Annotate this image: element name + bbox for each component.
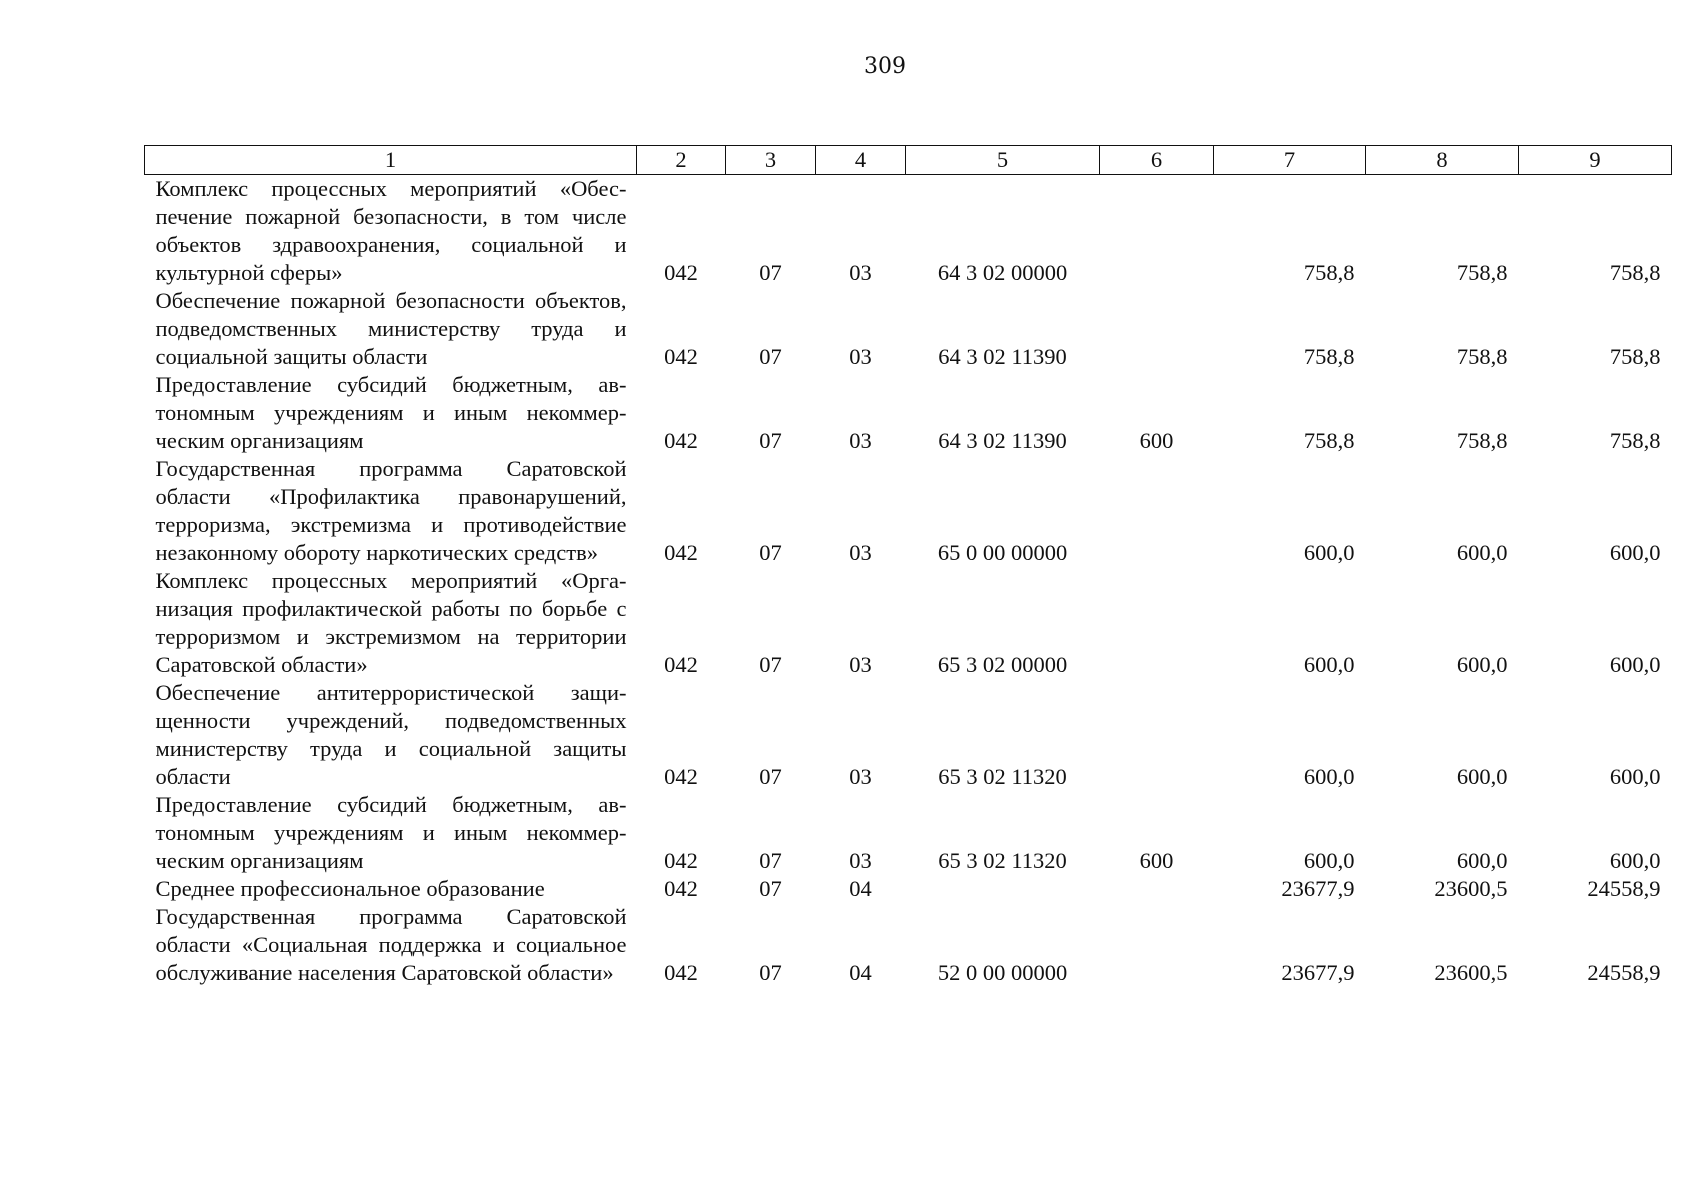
cell-col-9: 600,0 [1609, 848, 1661, 873]
table-row [145, 175, 1672, 288]
table-body [145, 175, 1672, 988]
column-header: 4 [816, 146, 906, 175]
table-row [145, 567, 1672, 679]
cell-col-7: 758,8 [1303, 428, 1355, 453]
cell-col-3: 07 [759, 848, 782, 873]
cell-col-2: 042 [664, 764, 698, 789]
cell-col-3: 07 [759, 764, 782, 789]
cell-col-5: 65 0 00 00000 [937, 540, 1068, 565]
row-description: Комплекс процессных мероприятий «Организация профилактической работы по борьбе с терроризмом и экстремизмом на территории Саратовской области» [155, 568, 627, 677]
cell-col-2: 042 [664, 848, 698, 873]
row-description: Обеспечение пожарной безопасности объектов, подведомственных министерству труда и социальной защиты области [155, 288, 627, 369]
row-description: Предоставление субсидий бюджетным, автономным учреждениям и иным некоммерческим организациям [155, 372, 627, 453]
cell-col-6 [1100, 287, 1214, 371]
cell-col-4: 03 [849, 540, 872, 565]
cell-col-5: 64 3 02 00000 [937, 260, 1068, 285]
column-header: 6 [1100, 146, 1214, 175]
cell-col-8: 600,0 [1456, 764, 1508, 789]
cell-col-7: 600,0 [1303, 652, 1355, 677]
column-header: 3 [726, 146, 816, 175]
cell-col-9: 24558,9 [1587, 876, 1661, 901]
cell-col-7: 758,8 [1303, 260, 1355, 285]
table-row [145, 371, 1672, 455]
cell-col-4: 03 [849, 428, 872, 453]
cell-col-9: 600,0 [1609, 764, 1661, 789]
row-description: Государственная программа Саратовской области «Профилактика правонарушений, терроризма, экстремизма и противодействие незаконному обороту наркотических средств» [155, 456, 627, 565]
cell-col-6: 600 [1139, 848, 1174, 873]
cell-col-8: 600,0 [1456, 540, 1508, 565]
cell-col-9: 758,8 [1609, 344, 1661, 369]
cell-col-2: 042 [664, 540, 698, 565]
cell-col-5 [906, 875, 1100, 903]
cell-col-4: 04 [849, 876, 872, 901]
cell-col-7: 758,8 [1303, 344, 1355, 369]
cell-col-5: 64 3 02 11390 [938, 344, 1067, 369]
cell-col-6 [1100, 175, 1214, 288]
cell-col-7: 600,0 [1303, 540, 1355, 565]
row-description: Государственная программа Саратовской области «Социальная поддержка и социальное обслуживание населения Саратовской области» [155, 904, 627, 985]
cell-col-3: 07 [759, 260, 782, 285]
cell-col-6 [1100, 567, 1214, 679]
cell-col-5: 52 0 00 00000 [937, 960, 1068, 985]
cell-col-4: 03 [849, 344, 872, 369]
table-row [145, 875, 1672, 903]
cell-col-6 [1100, 455, 1214, 567]
cell-col-5: 65 3 02 00000 [937, 652, 1068, 677]
table-row [145, 903, 1672, 987]
cell-col-8: 23600,5 [1434, 960, 1508, 985]
cell-col-6: 600 [1139, 428, 1174, 453]
row-description: Обеспечение антитеррористической защищенности учреждений, подведомственных министерству труда и социальной защиты области [155, 680, 627, 789]
cell-col-7: 23677,9 [1281, 876, 1355, 901]
cell-col-4: 03 [849, 260, 872, 285]
table-header [145, 146, 1672, 175]
cell-col-2: 042 [664, 960, 698, 985]
cell-col-6 [1100, 875, 1214, 903]
cell-col-3: 07 [759, 652, 782, 677]
cell-col-8: 600,0 [1456, 652, 1508, 677]
cell-col-9: 758,8 [1609, 260, 1661, 285]
cell-col-5: 65 3 02 11320 [938, 848, 1067, 873]
cell-col-3: 07 [759, 344, 782, 369]
cell-col-7: 600,0 [1303, 848, 1355, 873]
cell-col-6 [1100, 903, 1214, 987]
cell-col-8: 600,0 [1456, 848, 1508, 873]
cell-col-8: 758,8 [1456, 260, 1508, 285]
row-description: Среднее профессиональное образование [155, 876, 545, 901]
cell-col-5: 64 3 02 11390 [938, 428, 1067, 453]
table-row [145, 287, 1672, 371]
page-number: 309 [864, 54, 906, 79]
cell-col-8: 758,8 [1456, 344, 1508, 369]
column-header: 8 [1366, 146, 1519, 175]
cell-col-5: 65 3 02 11320 [938, 764, 1067, 789]
cell-col-4: 04 [849, 960, 872, 985]
cell-col-2: 042 [664, 876, 698, 901]
column-header: 7 [1214, 146, 1366, 175]
cell-col-9: 24558,9 [1587, 960, 1661, 985]
table-row [145, 679, 1672, 791]
cell-col-7: 600,0 [1303, 764, 1355, 789]
row-description: Предоставление субсидий бюджетным, автономным учреждениям и иным некоммерческим организациям [155, 792, 627, 873]
cell-col-9: 600,0 [1609, 652, 1661, 677]
cell-col-4: 03 [849, 652, 872, 677]
column-header: 5 [906, 146, 1100, 175]
cell-col-2: 042 [664, 344, 698, 369]
budget-table [144, 145, 1672, 987]
cell-col-3: 07 [759, 540, 782, 565]
cell-col-4: 03 [849, 848, 872, 873]
row-description: Комплекс процессных мероприятий «Обеспечение пожарной безопасности, в том числе объектов здравоохранения, социальной и культурной сферы» [155, 176, 627, 285]
cell-col-8: 758,8 [1456, 428, 1508, 453]
cell-col-9: 758,8 [1609, 428, 1661, 453]
cell-col-8: 23600,5 [1434, 876, 1508, 901]
cell-col-3: 07 [759, 876, 782, 901]
column-header: 9 [1519, 146, 1672, 175]
table-row [145, 455, 1672, 567]
table-row [145, 791, 1672, 875]
cell-col-2: 042 [664, 652, 698, 677]
cell-col-4: 03 [849, 764, 872, 789]
header-row [145, 146, 1672, 175]
cell-col-7: 23677,9 [1281, 960, 1355, 985]
cell-col-3: 07 [759, 960, 782, 985]
column-header: 1 [145, 146, 637, 175]
column-header: 2 [637, 146, 726, 175]
cell-col-2: 042 [664, 428, 698, 453]
cell-col-9: 600,0 [1609, 540, 1661, 565]
cell-col-3: 07 [759, 428, 782, 453]
cell-col-6 [1100, 679, 1214, 791]
cell-col-2: 042 [664, 260, 698, 285]
